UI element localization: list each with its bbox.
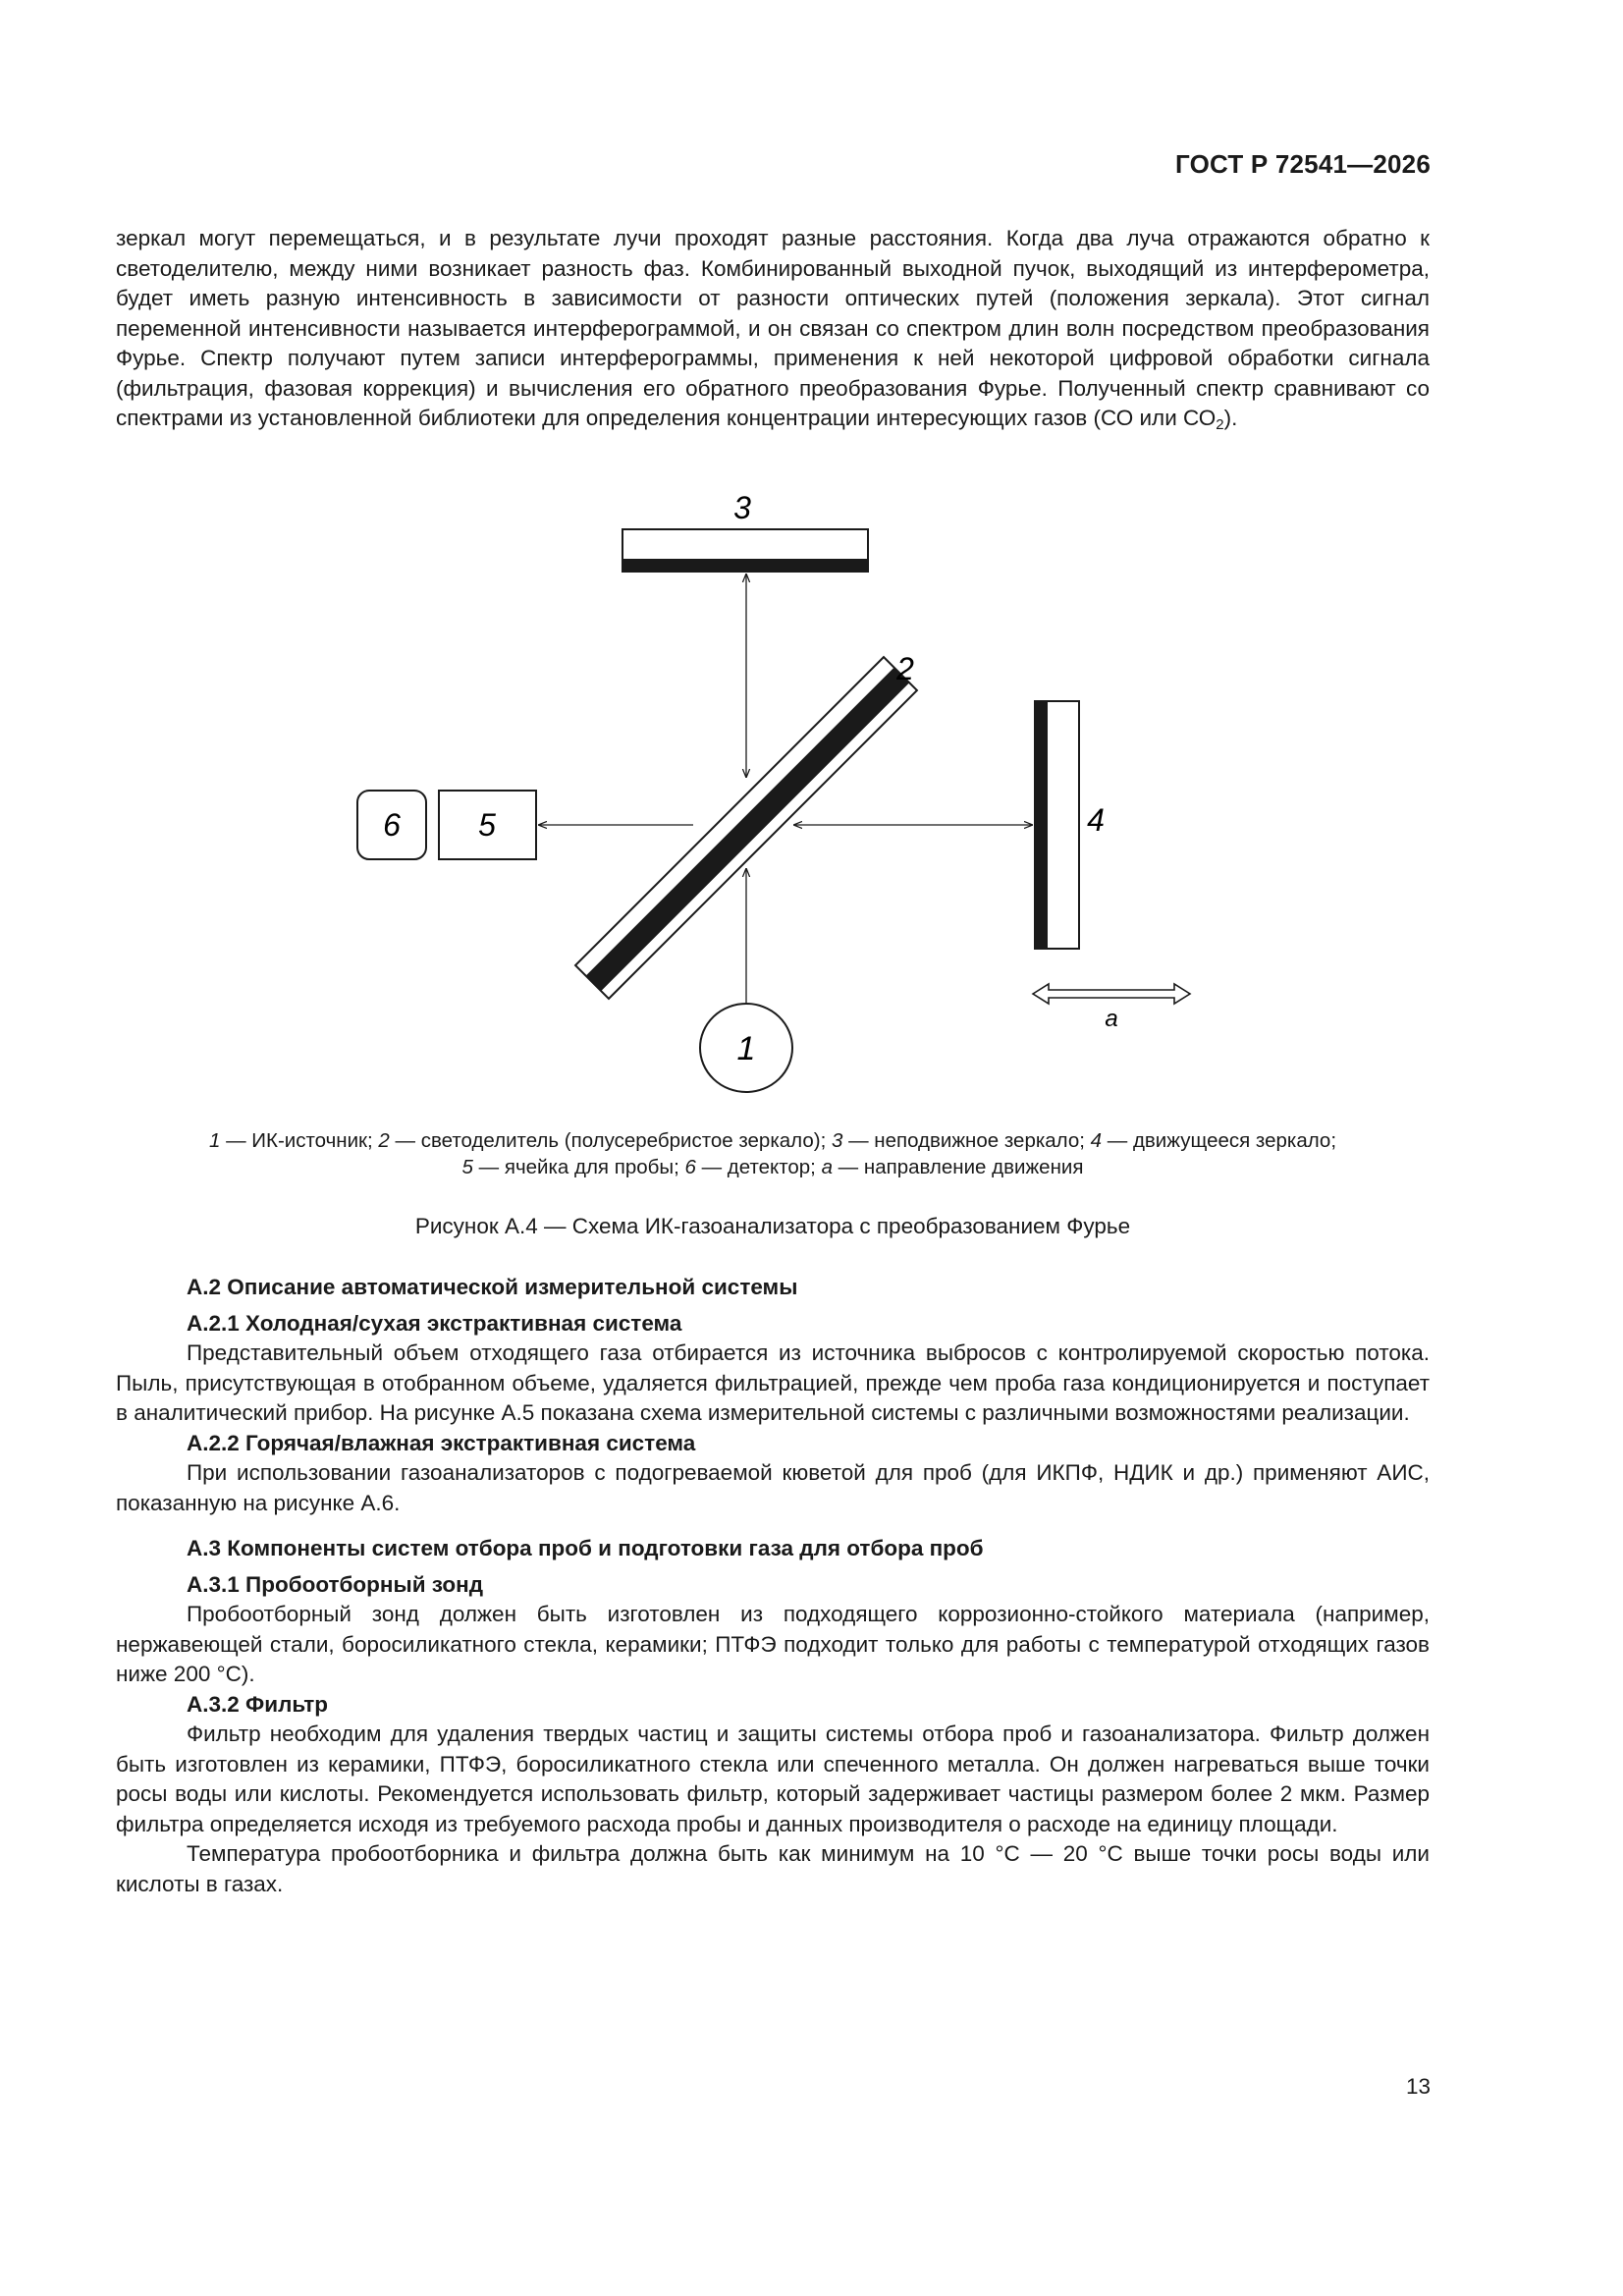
label-ir-source: 1 [736, 1030, 756, 1067]
section-a32-text-2: Температура пробоотборника и фильтра должна быть как минимум на 10 °С — 20 °С выше точки росы воды или кислоты в газах. [116, 1841, 1430, 1896]
standard-header: ГОСТ Р 72541—2026 [1175, 149, 1431, 179]
body-sections [116, 1273, 1430, 1899]
fixed-mirror [622, 529, 868, 572]
label-detector: 6 [383, 807, 401, 843]
label-moving-mirror: 4 [1087, 802, 1105, 838]
section-a31-text: Пробоотборный зонд должен быть изготовлен из подходящего коррозионно-стойкого материала (например, нержавеющей стали, боросиликатного стекла, керамики; ПТФЭ подходит только для работы с температурой отходящих газов ниже 200 °С). [116, 1602, 1430, 1686]
section-a22-heading: А.2.2 Горячая/влажная экстрактивная система [187, 1430, 696, 1455]
section-a32-heading: А.3.2 Фильтр [187, 1691, 328, 1717]
section-a32-text-1: Фильтр необходим для удаления твердых частиц и защиты системы отбора проб и газоанализатора. Фильтр должен быть изготовлен из керамики, ПТФЭ, боросиликатного стекла или спеченного металла. Он должен нагреваться выше точки росы воды или кислоты. Рекомендуется использовать фильтр, который задерживает частицы размером более 2 мкм. Размер фильтра определяется исходя из требуемого расхода пробы и данных производителя о расходе на единицу площади. [116, 1722, 1430, 1836]
ftir-schematic [0, 471, 1623, 1159]
section-a2-heading: А.2 Описание автоматической измерительной системы [187, 1275, 798, 1299]
section-a31-heading: А.3.1 Пробоотборный зонд [187, 1571, 484, 1597]
figure-legend [116, 1127, 1430, 1180]
direction-double-arrow [1033, 984, 1190, 1004]
legend-line-2: 5 — ячейка для пробы; 6 — детектор; a — направление движения [461, 1156, 1084, 1178]
section-a3-heading: А.3 Компоненты систем отбора проб и подготовки газа для отбора проб [187, 1536, 984, 1560]
page-number: 13 [1405, 2074, 1431, 2099]
label-sample-cell: 5 [478, 807, 496, 843]
intro-paragraph: зеркал могут перемещаться, и в результате лучи проходят разные расстояния. Когда два луча отражаются обратно к светоделителю, между ними возникает разность фаз. Комбинированный выходной пучок, выходящий из интерферометра, будет иметь разную интенсивность в зависимости от разности оптических путей (положения зеркала). Этот сигнал переменной интенсивности называется интерферограммой, и он связан со спектром длин волн посредством преобразования Фурье. Спектр получают путем записи интерферограммы, применения к ней некоторой цифровой обработки сигнала (фильтрация, фазовая коррекция) и вычисления его обратного преобразования Фурье. Полученный спектр сравнивают со спектрами из установленной библиотеки для определения концентрации интересующих газов (СО или $СО_2$). [116, 226, 1430, 433]
section-a21-text: Представительный объем отходящего газа отбирается из источника выбросов с контролируемой скоростью потока. Пыль, присутствующая в отобранном объеме, удаляется фильтрацией, прежде чем проба газа кондиционируется и поступает в аналитический прибор. На рисунке А.5 показана схема измерительной системы с различными возможностями реализации. [116, 1340, 1430, 1425]
moving-mirror [1035, 701, 1079, 949]
co2-subscript: 2 [1216, 416, 1224, 433]
label-direction: a [1105, 1006, 1118, 1032]
label-beamsplitter: 2 [896, 651, 914, 686]
section-a22-text: При использовании газоанализаторов с подогреваемой кюветой для проб (для ИКПФ, НДИК и др.) применяют АИС, показанную на рисунке А.6. [116, 1460, 1430, 1515]
section-a21-heading: А.2.1 Холодная/сухая экстрактивная система [187, 1310, 682, 1336]
figure-caption: Рисунок А.4 — Схема ИК-газоанализатора с преобразованием Фурье [414, 1214, 1131, 1238]
legend-line-1: 1 — ИК-источник; 2 — светоделитель (полусеребристое зеркало); 3 — неподвижное зеркало; 4 — движущееся зеркало; [208, 1129, 1337, 1152]
label-fixed-mirror: 3 [733, 490, 751, 525]
